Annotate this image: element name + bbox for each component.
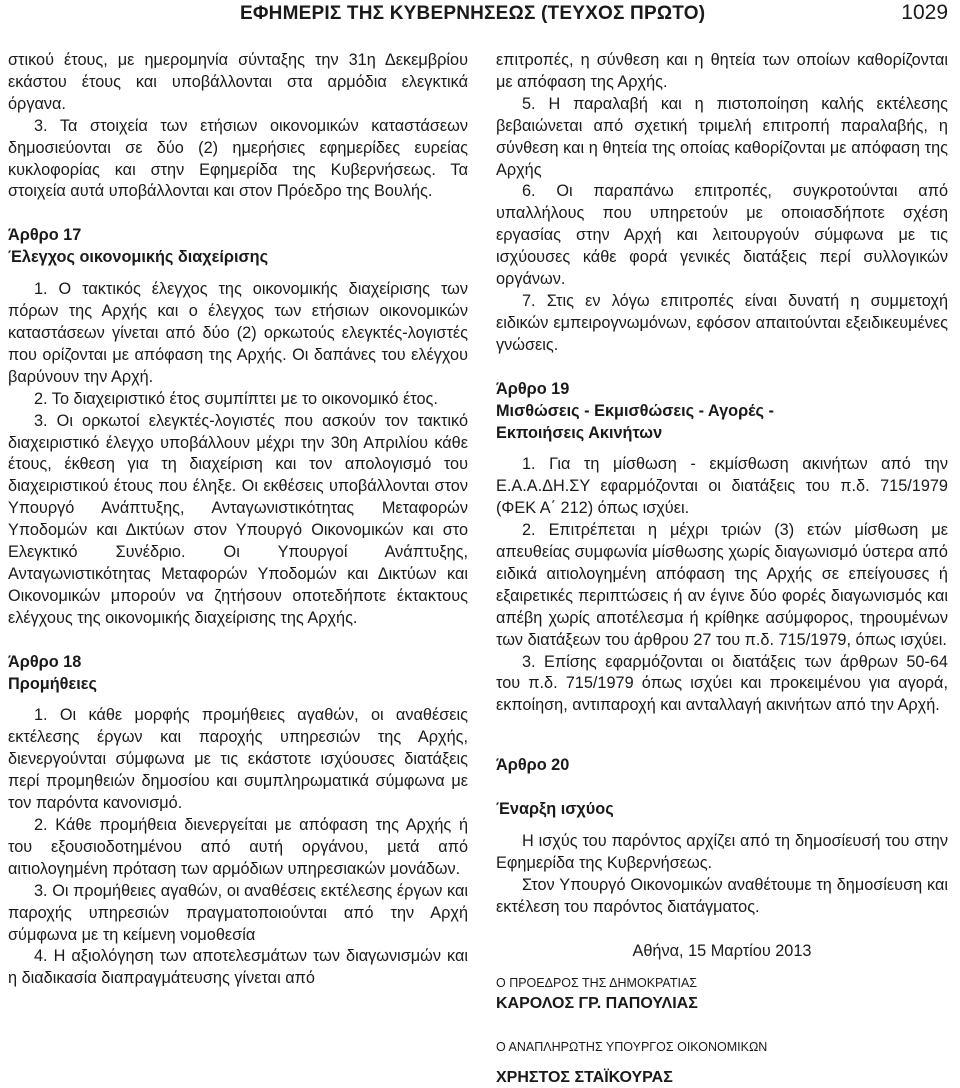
gazette-title: ΕΦΗΜΕΡΙΣ ΤΗΣ ΚΥΒΕΡΝΗΣΕΩΣ (ΤΕΥΧΟΣ ΠΡΩΤΟ) [240,3,706,24]
article-20-paragraph-1: Η ισχύς του παρόντος αρχίζει από τη δημοσίευσή του στην Εφημερίδα της Κυβερνήσεως. [496,832,948,872]
minister-role: Ο ΑΝΑΠΛΗΡΩΤΗΣ ΥΠΟΥΡΓΟΣ ΟΙΚΟΝΟΜΙΚΩΝ [496,1039,768,1054]
article-18-paragraph-1: 1. Οι κάθε μορφής προμήθειες αγαθών, οι αναθέσεις εκτέλεσης έργων και παροχής υπηρεσιών της Αρχής, διενεργούνται σύμφωνα με τις εκάστοτε ισχύουσες διατάξεις περί προμηθειών δημοσίου και συμπληρωματικά σύμφωνα με τον παρόντα κανονισμό. [8,706,468,813]
article-20-title: Έναρξη ισχύος [496,800,614,819]
article-19-number: Άρθρο 19 [496,379,570,398]
article-17-paragraph-1: 1. Ο τακτικός έλεγχος της οικονομικής διαχείρισης των πόρων της Αρχής και ο έλεγχος των ετήσιων οικονομικών καταστάσεων γίνεται από δύο (2) ορκωτούς ελεγκτές-λογιστές που ορίζονται με απόφαση της Αρχής. Οι δαπάνες του ελέγχου βαρύνουν την Αρχή. [8,280,468,386]
article-17-paragraph-2: 2. Το διαχειριστικό έτος συμπίπτει με το οικονομικό έτος. [34,389,438,408]
article-18-paragraph-3: 3. Οι προμήθειες αγαθών, οι αναθέσεις εκτέλεσης έργων και παροχής υπηρεσιών πραγματοποιούνται από την Αρχή σύμφωνα με τη κείμενη νομοθεσία [8,881,468,944]
president-name: ΚΑΡΟΛΟΣ ΓΡ. ΠΑΠΟΥΛΙΑΣ [496,994,698,1012]
paragraph-6: 6. Οι παραπάνω επιτροπές, συγκροτούνται από υπαλλήλους που υπηρετούν με οποιασδήποτε σχέση εργασίας στην Αρχή και λειτουργούν σύμφωνα με τις ισχύουσες κάθε φορά γενικές διατάξεις περί συλλογικών οργάνων. [496,182,948,289]
left-column [8,50,468,990]
article-17-paragraph-3: 3. Οι ορκωτοί ελεγκτές-λογιστές που ασκούν τον τακτικό διαχειριστικό έλεγχο υποβάλλουν μέχρι την 30η Απριλίου κάθε έτους, έκθεση για τη διαχείριση και τον απολογισμό του διαχειριστικού έτους που έληξε. Οι εκθέσεις υποβάλλονται στον Υπουργό Ανάπτυξης, Ανταγωνιστικότητας Μεταφορών Υποδομών και Δικτύων στον Υπουργό Οικονομικών και στο Ελεγκτικό Συνέδριο. Οι Υπουργοί Ανάπτυξης, Ανταγωνιστικότητας Μεταφορών Υποδομών και Δικτύων και Οικονομικών μπορούν να ζητήσουν οποτεδήποτε έκτακτους ελέγχους της οικονομικής διαχείρισης της Αρχής. [8,411,468,627]
article-18-paragraph-4: 4. Η αξιολόγηση των αποτελεσμάτων των διαγωνισμών και η διαδικασία διαπραγμάτευσης γίνεται από [8,947,468,988]
date-place: Αθήνα, 15 Μαρτίου 2013 [632,941,812,960]
paragraph-3: 3. Τα στοιχεία των ετήσιων οικονομικών καταστάσεων δημοσιεύονται σε δύο (2) ημερήσιες εφημερίδες ευρείας κυκλοφορίας και στην Εφημερίδα της Κυβερνήσεως. Τα στοιχεία αυτά υποβάλλονται και στον Πρόεδρο της Βουλής. [8,116,468,201]
page-header [0,0,960,32]
article-18-number: Άρθρο 18 [8,652,82,671]
paragraph-5: 5. Η παραλαβή και η πιστοποίηση καλής εκτέλεσης βεβαιώνεται από σχετική τριμελή επιτροπή παραλαβής, η σύνθεση και η θητεία της οποίας καθορίζονται με απόφαση της Αρχής [496,94,948,179]
article-18-title: Προμήθειες [8,674,97,693]
minister-name: ΧΡΗΣΤΟΣ ΣΤΑΪΚΟΥΡΑΣ [496,1068,673,1086]
article-17-title: Έλεγχος οικονομικής διαχείρισης [8,248,269,267]
page-number: 1029 [901,1,948,24]
article-19-title-line-1: Μισθώσεις - Εκμισθώσεις - Αγορές - [496,401,774,420]
article-19-paragraph-2: 2. Επιτρέπεται η μέχρι τριών (3) ετών μίσθωση με απευθείας συμφωνία μίσθωσης χωρίς διαγωνισμό ύστερα από ειδικά αιτιολογημένη απόφαση της Αρχής σε επείγουσες ή εξαιρετικές περιπτώσεις ή αν έγινε δύο φορές διαγωνισμός και απέβη χωρίς αποτέλεσμα ή κρίθηκε ασύμφορος, τηρουμένων των διατάξεων του άρθρου 27 του π.δ. 715/1979, όπως ισχύει. [496,521,948,649]
right-column [496,50,948,1088]
article-19-paragraph-1: 1. Για τη μίσθωση - εκμίσθωση ακινήτων από την Ε.Α.Α.ΔΗ.ΣΥ εφαρμόζονται οι διατάξεις του π.δ. 715/1979 (ΦΕΚ Α΄ 212) όπως ισχύει. [496,455,948,518]
article-20-paragraph-2: Στον Υπουργό Οικονομικών αναθέτουμε τη δημοσίευση και εκτέλεση του παρόντος διατάγματος. [496,875,948,916]
paragraph-continuation: στικού έτους, με ημερομηνία σύνταξης την 31η Δεκεμβρίου εκάστου έτους και υποβάλλονται στα αρμόδια ελεγκτικά όργανα. [8,51,468,113]
article-19-title-line-2: Εκποιήσεις Ακινήτων [496,423,663,442]
article-20-number: Άρθρο 20 [496,756,570,775]
article-18-paragraph-2: 2. Κάθε προμήθεια διενεργείται με απόφαση της Αρχής ή του εξουσιοδοτημένου από αυτή οργάνου, μετά από αιτιολογημένη πρόταση των αρμόδιων υπηρεσιακών μονάδων. [8,816,468,878]
paragraph-7: 7. Στις εν λόγω επιτροπές είναι δυνατή η συμμετοχή ειδικών εμπειρογνωμόνων, εφόσον απαιτούνται εξειδικευμένες γνώσεις. [496,291,948,354]
article-17-number: Άρθρο 17 [8,226,82,245]
article-19-paragraph-3: 3. Επίσης εφαρμόζονται οι διατάξεις των άρθρων 50-64 του π.δ. 715/1979 όπως ισχύει και προκειμένου για αγορά, εκποίηση, αντιπαροχή και ανταλλαγή ακινήτων από την Αρχή. [496,652,948,715]
president-role: Ο ΠΡΟΕΔΡΟΣ ΤΗΣ ΔΗΜΟΚΡΑΤΙΑΣ [496,975,698,990]
paragraph-continuation-right: επιτροπές, η σύνθεση και η θητεία των οποίων καθορίζονται με απόφαση της Αρχής. [496,51,948,91]
